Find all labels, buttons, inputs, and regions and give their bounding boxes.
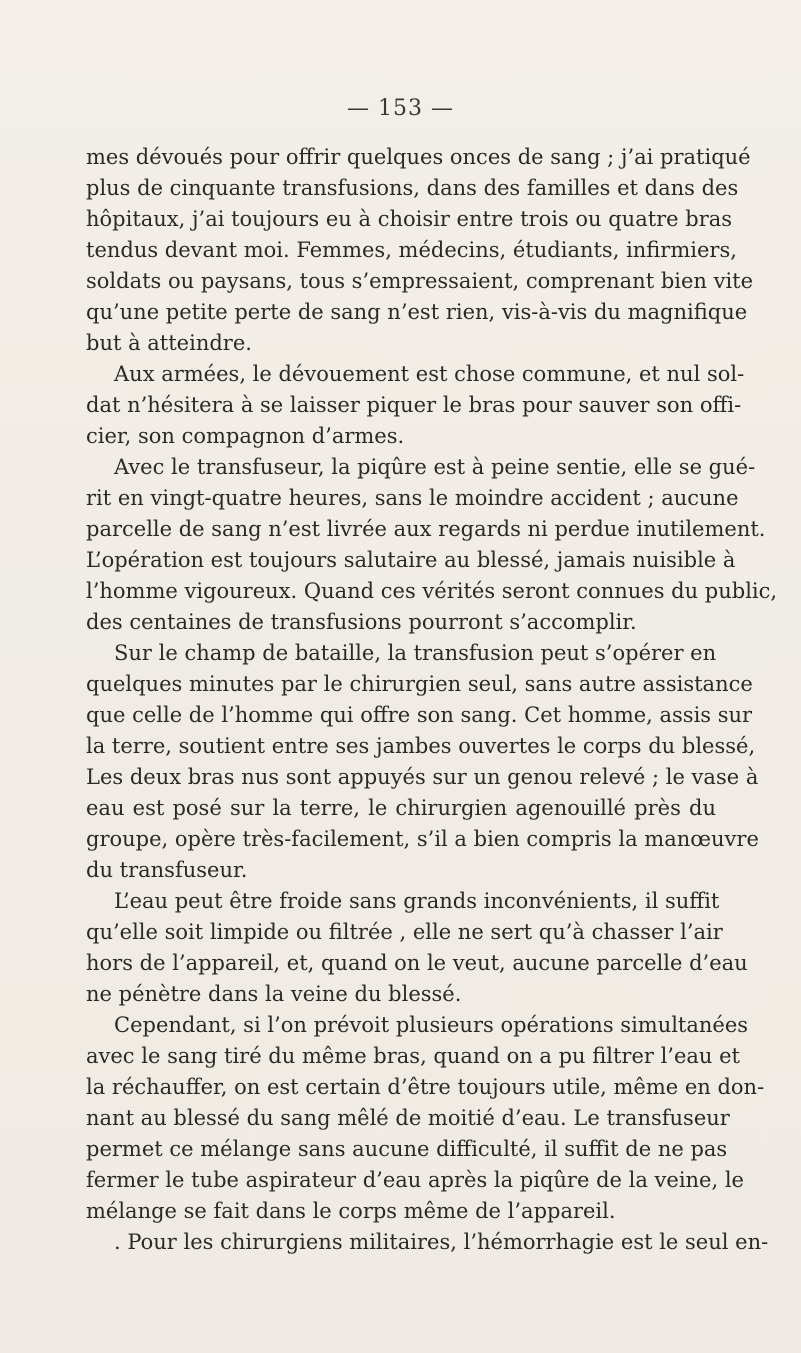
- text-line: nant au blessé du sang mêlé de moitié d’eau. Le transfuseur: [86, 1106, 730, 1130]
- text-line: fermer le tube aspirateur d’eau après la piqûre de la veine, le: [86, 1168, 744, 1192]
- text-line: du transfuseur.: [86, 858, 248, 882]
- text-line: soldats ou paysans, tous s’empressaient, comprenant bien vite: [86, 269, 754, 293]
- text-line: L’opération est toujours salutaire au blessé, jamais nuisible à: [86, 548, 736, 572]
- text-line: hôpitaux, j’ai toujours eu à choisir entre trois ou quatre bras: [86, 207, 733, 231]
- text-line: la terre, soutient entre ses jambes ouvertes le corps du blessé,: [86, 734, 756, 758]
- page-number: — 153 —: [347, 96, 454, 121]
- text-line: eau est posé sur la terre, le chirurgien agenouillé près du: [86, 796, 716, 820]
- text-line: la réchauffer, on est certain d’être toujours utile, même en don-: [86, 1075, 765, 1099]
- text-line: avec le sang tiré du même bras, quand on a pu filtrer l’eau et: [86, 1044, 740, 1068]
- text-line: ne pénètre dans la veine du blessé.: [86, 982, 462, 1006]
- text-line: cier, son compagnon d’armes.: [86, 424, 405, 448]
- text-line: Avec le transfuseur, la piqûre est à peine sentie, elle se gué-: [114, 455, 756, 479]
- text-line: quelques minutes par le chirurgien seul, sans autre assistance: [86, 672, 753, 696]
- text-line: plus de cinquante transfusions, dans des familles et dans des: [86, 176, 739, 200]
- text-line: mes dévoués pour offrir quelques onces de sang ; j’ai pratiqué: [86, 145, 751, 169]
- text-line: Les deux bras nus sont appuyés sur un genou relevé ; le vase à: [86, 765, 759, 789]
- text-line: Sur le champ de bataille, la transfusion peut s’opérer en: [114, 641, 717, 665]
- text-line: hors de l’appareil, et, quand on le veut, aucune parcelle d’eau: [86, 951, 748, 975]
- text-line: dat n’hésitera à se laisser piquer le bras pour sauver son offi-: [86, 393, 742, 417]
- text-line: qu’une petite perte de sang n’est rien, vis-à-vis du magnifique: [86, 300, 748, 324]
- text-line: Aux armées, le dévouement est chose commune, et nul sol-: [114, 362, 745, 386]
- text-line: parcelle de sang n’est livrée aux regards ni perdue inutilement.: [86, 517, 766, 541]
- text-line: l’homme vigoureux. Quand ces vérités seront connues du public,: [86, 579, 778, 603]
- text-line: permet ce mélange sans aucune difficulté, il suffit de ne pas: [86, 1137, 728, 1161]
- text-line: tendus devant moi. Femmes, médecins, étudiants, infirmiers,: [86, 238, 737, 262]
- text-line: qu’elle soit limpide ou filtrée , elle ne sert qu’à chasser l’air: [86, 920, 723, 944]
- text-line: que celle de l’homme qui offre son sang. Cet homme, assis sur: [86, 703, 753, 727]
- text-line: mélange se fait dans le corps même de l’appareil.: [86, 1199, 616, 1223]
- text-line: groupe, opère très-facilement, s’il a bien compris la manœuvre: [86, 827, 759, 851]
- text-line: rit en vingt-quatre heures, sans le moindre accident ; aucune: [86, 486, 739, 510]
- text-line: Cependant, si l’on prévoit plusieurs opérations simultanées: [114, 1013, 749, 1037]
- text-line: des centaines de transfusions pourront s’accomplir.: [86, 610, 637, 634]
- text-line: L’eau peut être froide sans grands inconvénients, il suffit: [114, 889, 720, 913]
- text-line: . Pour les chirurgiens militaires, l’hémorrhagie est le seul en-: [114, 1230, 769, 1254]
- text-line: but à atteindre.: [86, 331, 252, 355]
